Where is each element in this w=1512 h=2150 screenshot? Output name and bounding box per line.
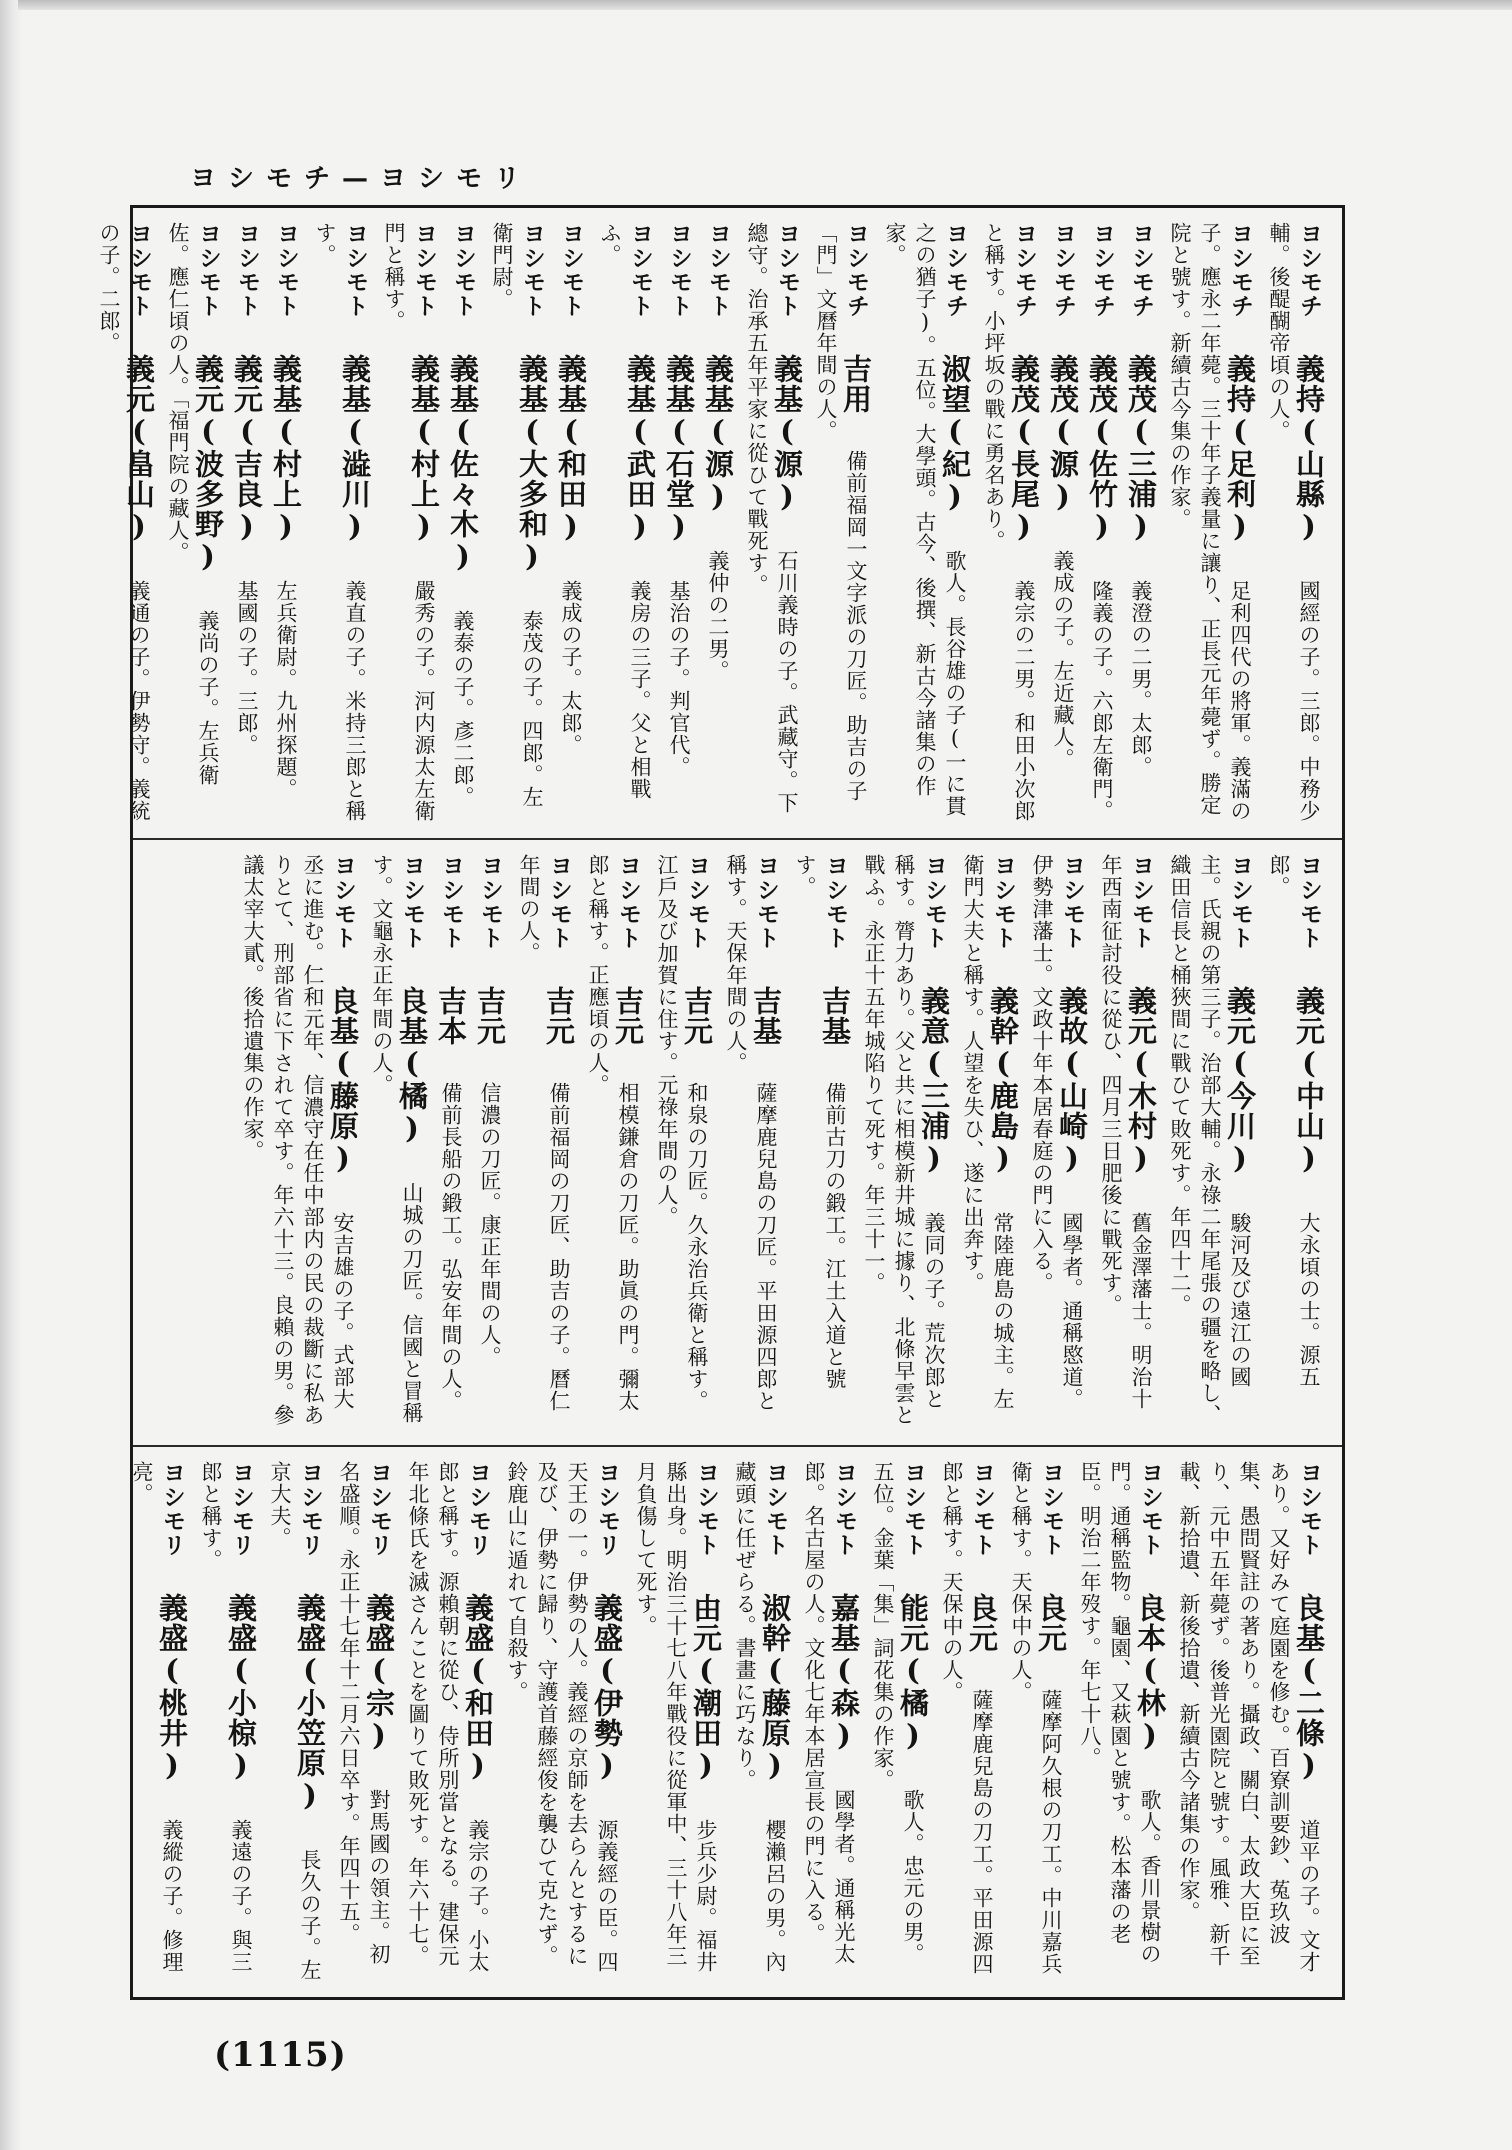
dictionary-entry [730,1461,790,1986]
dictionary-entry [742,222,802,824]
entry-description: 義成の子。太郎。 [559,580,583,756]
entry-name: 嘉基(森) [827,1593,861,1753]
entry-reading: ヨシモト [705,222,731,318]
entry-name: 吉基 [818,986,852,1046]
entry-name: 吉元 [542,986,576,1046]
entry-reading: ヨシモチ [843,222,869,318]
entry-name: 良元 [1034,1593,1068,1653]
entry-description: 安吉雄の子。式部大丞に進む。仁和元年、信濃守在任中部内の民の裁斷に私ありとて、刑部省に下されて卒す。年六十三。良賴の男。參議太宰大貳。後拾遺集の作家。 [241,854,355,1426]
dictionary-entry [664,222,694,824]
entry-description: 義遠の子。與三郎と稱す。 [199,1461,253,1973]
entry-reading: ヨシモト [438,854,464,950]
entry-description: 信濃の刀匠。康正年間の人。 [478,1082,502,1368]
dictionary-entry [1165,854,1255,1431]
entry-reading: ヨシモト [990,854,1016,950]
dictionary-entry [556,222,586,824]
dictionary-entry [1096,854,1156,1431]
entry-reading: ヨシモト [399,854,425,950]
entry-reading: ヨシモト [519,222,545,318]
entry-description: 義成の子。左近藏人。 [1051,550,1075,770]
entry-reading: ヨシモト [627,222,653,318]
dictionary-entry [271,222,301,824]
entry-description: 薩摩鹿兒島の刀匠。平田源四郎と稱す。天保年間の人。 [724,854,778,1412]
entry-name: 吉本 [434,986,468,1046]
entry-description: 國經の子。三郎。中務少輔。後醍醐帝頃の人。 [1267,222,1321,822]
entry-description: 足利四代の將軍。義滿の子。應永二年薨。三十年子義量に讓り、正長元年薨ず。勝定院と號す。新續古今集の作家。 [1168,222,1252,822]
entry-description: 備前福岡一文字派の刀匠。助吉の子「門」文曆年間の人。 [814,222,868,802]
entry-description: 國學者。通稱光太郎。名古屋の人。文化七年本居宣長の門に入る。 [802,1461,856,1965]
entry-description: 國學者。通稱愍道。伊勢津藩士。文政十年本居春庭の門に入る。 [1030,854,1084,1410]
dictionary-entry [799,1461,859,1986]
entry-name: 義元(今川) [1223,986,1257,1176]
entry-name: 義基(和田) [554,354,588,544]
entry-name: 良本(林) [1133,1593,1167,1753]
entry-reading: ヨシモリ [594,1461,620,1557]
page-number: (1115) [214,2035,347,2075]
entry-reading: ヨシモト [900,1461,926,1557]
entry-name: 吉元 [611,986,645,1046]
entry-reading: ヨシモト [1128,854,1154,950]
entry-name: 淑幹(藤原) [758,1593,792,1783]
entry-description: 義澄の二男。太郎。 [1129,580,1153,778]
section-top [97,208,1342,838]
entry-description: 舊金澤藩士。明治十年西南征討役に從ひ、四月三日肥後に戰死す。 [1099,854,1153,1410]
entry-name: 義元(中山) [1292,986,1326,1176]
entry-description: 備前長船の鍛工。弘安年間の人。 [439,1082,463,1412]
entry-column-group [238,854,1324,1431]
entry-description: 嚴秀の子。河内源太左衛門と稱す。 [382,222,436,822]
entry-reading: ヨシモト [342,222,368,318]
entry-reading: ヨシモト [666,222,692,318]
dictionary-entry [379,222,439,824]
entry-reading: ヨシモト [774,222,800,318]
entry-description: 道平の子。文才あり。又好みて庭園を修む。百寮訓要鈔、菟玖波集、愚問賢註の著あり。攝政、關白、太政大臣に至り、元中五年薨ず。後普光園院と號す。風雅、新千載、新拾遺、新後拾遺、新續古今諸集の作家。 [1177,1461,1321,1973]
dictionary-entry [448,222,478,824]
entry-name: 義盛(小笠原) [293,1593,327,1813]
dictionary-entry [1027,854,1087,1431]
entry-reading: ヨシモト [1137,1461,1163,1557]
dictionary-entry [1174,1461,1324,1986]
entry-name: 吉元 [473,986,507,1046]
dictionary-entry [1264,854,1324,1431]
entry-column-group [94,222,1324,824]
entry-description: 櫻瀨呂の男。內藏頭に任ぜらる。書畫に巧なり。 [733,1461,787,1973]
entry-name: 義茂(三浦) [1124,354,1158,544]
entry-description: 薩摩阿久根の刀工。中川嘉兵衛と稱す。天保中の人。 [1009,1461,1063,1975]
entry-description: 義通の子。伊勢守。義統の子。二郎。 [97,222,151,822]
entry-name: 義基(村上) [269,354,303,544]
entry-reading: ヨシモチ [1128,222,1154,318]
entry-description: 和泉の刀匠。久永治兵衛と稱す。江戶及び加賀に住す。元祿年間の人。 [655,854,709,1412]
dictionary-entry [367,854,427,1431]
entry-name: 義茂(佐竹) [1085,354,1119,544]
entry-name: 義盛(伊勢) [590,1593,624,1783]
entry-description: 義宗の二男。和田小次郎と稱す。小坪坂の戰に勇名あり。 [982,222,1036,822]
entry-name: 由元(潮田) [689,1593,723,1783]
dictionary-entry [937,1461,997,1986]
entry-name: 義盛(小椋) [224,1593,258,1783]
entry-name: 吉元 [680,986,714,1046]
entry-description: 義宗の子。小太郎と稱す。源賴朝に從ひ、侍所別當となる。建保元年北條氏を滅さんことを圖りて敗死す。年六十七。 [406,1461,490,1973]
dictionary-entry [94,222,154,824]
scan-top-edge [18,0,1512,10]
dictionary-entry [1075,1461,1165,1986]
entry-reading: ヨシモト [558,222,584,318]
entry-name: 義持(足利) [1223,354,1257,544]
entry-name: 義基(源) [701,354,735,514]
entry-reading: ヨシモト [762,1461,788,1557]
entry-reading: ヨシモト [126,222,152,318]
dictionary-entry [868,1461,928,1986]
entry-name: 義故(山崎) [1055,986,1089,1176]
entry-description: 備前古刀の鍛工。江土入道と號す。 [793,854,847,1390]
entry-reading: ヨシモリ [366,1461,392,1557]
entry-description: 常陸鹿島の城主。左衛門大夫と稱す。人望を失ひ、遂に出奔す。 [961,854,1015,1410]
entry-description: 歌人。香川景樹の門。通稱監物。龜園、又萩園と號す。松本藩の老臣。明治二年歿す。年七十八。 [1078,1461,1162,1965]
dictionary-entry [1264,222,1324,824]
dictionary-entry [310,222,370,824]
entry-description: 相模鎌倉の刀匠。助眞の門。彌太郎と稱す。正應頃の人。 [586,854,640,1412]
dictionary-entry [334,1461,394,1986]
dictionary-entry [1165,222,1255,824]
dictionary-entry [196,1461,256,1986]
entry-reading: ヨシモト [450,222,476,318]
entry-description: 駿河及び遠江の國主。氏親の第三子。治部大輔。永祿二年尾張の疆を略し、織田信長と桶狹間に戰ひて敗死す。年四十二。 [1168,854,1252,1426]
entry-reading: ヨシモト [1296,854,1322,950]
dictionary-entry [958,854,1018,1431]
dictionary-entry [790,854,850,1431]
entry-reading: ヨシモチ [1011,222,1037,318]
dictionary-entry [811,222,871,824]
entry-reading: ヨシモト [969,1461,995,1557]
entry-reading: ヨシモト [195,222,221,318]
dictionary-entry [652,854,712,1431]
entry-description: 石川義時の子。武藏守。下總守。治承五年平家に從ひて戰死す。 [745,222,799,814]
entry-description: 義直の子。米持三郎と稱す。 [313,222,367,822]
entry-description: 義泰の子。彥二郎。 [451,610,475,808]
entry-description: 備前福岡の刀匠、助吉の子。曆仁年間の人。 [517,854,571,1412]
entry-reading: ヨシモト [822,854,848,950]
entry-reading: ヨシモト [831,1461,857,1557]
entry-reading: ヨシモト [684,854,710,950]
entry-description: 步兵少尉。福井縣出身。明治三十七八年戰役に從軍中、三十八年三月負傷して死す。 [634,1461,718,1973]
entry-name: 義基(佐々木) [446,354,480,574]
entry-name: 良基(橘) [395,986,429,1146]
scan-shadow-edge [0,0,22,2150]
dictionary-entry [880,222,970,824]
entry-name: 義元(吉良) [230,354,264,544]
entry-description: 歌人。忠元の男。五位。金葉「集」詞花集の作家。 [871,1461,925,1965]
dictionary-entry [163,222,223,824]
dictionary-entry [1087,222,1117,824]
dictionary-entry [475,854,505,1431]
entry-reading: ヨシモチ [1089,222,1115,318]
entry-name: 義元(畠山) [122,354,156,544]
entry-reading: ヨシモト [411,222,437,318]
dictionary-entry [232,222,262,824]
entry-reading: ヨシモリ [297,1461,323,1557]
entry-name: 義基(澁川) [338,354,372,544]
entry-description: 大永頃の士。源五郎。 [1267,854,1321,1388]
entry-description: 左兵衛尉。九州探題。 [274,580,298,800]
entry-name: 義茂(源) [1046,354,1080,514]
entry-name: 吉基 [749,986,783,1046]
entry-name: 義持(山縣) [1292,354,1326,544]
dictionary-entry [514,854,574,1431]
dictionary-entry [631,1461,721,1986]
entry-reading: ヨシモト [546,854,572,950]
entry-reading: ヨシモト [477,854,503,950]
entry-reading: ヨシモチ [1296,222,1322,318]
entry-name: 吉用 [839,354,873,414]
entry-reading: ヨシモリ [465,1461,491,1557]
entry-name: 能元(橘) [896,1593,930,1753]
entry-reading: ヨシモリ [159,1461,185,1557]
entry-name: 義茂(長尾) [1007,354,1041,544]
dictionary-entry [265,1461,325,1986]
entry-name: 義基(武田) [623,354,657,544]
dictionary-entry [238,854,358,1431]
entry-name: 良基(二條) [1292,1593,1326,1783]
dictionary-entry [127,1461,187,1986]
entry-description: 隆義の子。六郎左衛門。 [1090,580,1114,822]
entry-reading: ヨシモト [921,854,947,950]
entry-reading: ヨシモチ [942,222,968,318]
dictionary-entry [859,854,949,1431]
dictionary-entry [1048,222,1078,824]
entry-description: 義縱の子。修理亮。 [130,1461,184,1973]
entry-description: 薩摩鹿兒島の刀工。平田源四郎と稱す。天保中の人。 [940,1461,994,1975]
entry-name: 良基(藤原) [326,986,360,1176]
entry-name: 義幹(鹿島) [986,986,1020,1176]
entry-reading: ヨシモリ [228,1461,254,1557]
entry-description: 歌人。長谷雄の子(一に貫之の猶子)。五位。大學頭。古今、後撰、新古今諸集の作家。 [883,222,967,817]
running-head: ヨシモチ—ヨシモリ [190,164,533,194]
entry-reading: ヨシモト [753,854,779,950]
entry-description: 山城の刀匠。信國と冒稱す。文龜永正年間の人。 [370,854,424,1424]
entry-description: 基國の子。三郎。 [235,580,259,756]
entry-reading: ヨシモト [273,222,299,318]
entry-reading: ヨシモト [615,854,641,950]
entry-reading: ヨシモト [1227,854,1253,950]
entry-reading: ヨシモト [1038,1461,1064,1557]
entry-description: 義仲の二男。 [706,550,730,682]
dictionary-entry [721,854,781,1431]
entry-name: 淑望(紀) [938,354,972,514]
entry-description: 義同の子。荒次郎と稱す。膂力あり。父と共に相模新井城に據り、北條早雲と戰ふ。永正十五年城陷りて死す。年三十一。 [862,854,946,1426]
dictionary-entry [1126,222,1156,824]
entry-description: 義房の三子。父と相戰ふ。 [598,222,652,800]
dictionary-entry [703,222,733,824]
dictionary-entry [979,222,1039,824]
entry-name: 義基(村上) [407,354,441,544]
entry-description: 長久の子。左京大夫。 [268,1461,322,1981]
entry-description: 泰茂の子。四郎。左衛門尉。 [490,222,544,808]
entry-name: 義元(波多野) [191,354,225,574]
dictionary-entry [502,1461,622,1986]
entry-name: 義基(石堂) [662,354,696,544]
dictionary-entry [487,222,547,824]
entry-name: 義意(三浦) [917,986,951,1176]
entry-name: 義盛(桃井) [155,1593,189,1783]
entry-description: 對馬國の領主。初名盛順。永正十七年十二月六日卒す。年四十五。 [337,1461,391,1965]
entry-reading: ヨシモチ [1227,222,1253,318]
entry-name: 義元(木村) [1124,986,1158,1176]
dictionary-entry [403,1461,493,1986]
entry-description: 源義經の臣。四天王の一。伊勢の人。義經の京師を去らんとするに及び、伊勢に歸り、守護首藤經俊を襲ひて克たず。鈴鹿山に遁れて自殺す。 [505,1461,619,1973]
entry-reading: ヨシモト [693,1461,719,1557]
entry-reading: ヨシモト [1296,1461,1322,1557]
entry-reading: ヨシモト [1059,854,1085,950]
dictionary-entry [436,854,466,1431]
entry-reading: ヨシモチ [1050,222,1076,318]
section-middle [133,840,1342,1445]
entry-name: 義盛(宗) [362,1593,396,1753]
entry-description: 基治の子。判官代。 [667,580,691,778]
entry-name: 義基(大多和) [515,354,549,574]
entry-reading: ヨシモト [330,854,356,950]
entry-name: 義盛(和田) [461,1593,495,1783]
dictionary-entry [583,854,643,1431]
entry-name: 良元 [965,1593,999,1653]
section-bottom [130,1447,1342,2000]
entry-description: 義尚の子。左兵衛佐。應仁頃の人。「福門院の藏人。 [166,222,220,786]
dictionary-entry [595,222,655,824]
dictionary-entry [1006,1461,1066,1986]
entry-reading: ヨシモト [234,222,260,318]
entry-column-group [127,1461,1324,1986]
entry-name: 義基(源) [770,354,804,514]
dictionary-frame [97,205,1345,2000]
